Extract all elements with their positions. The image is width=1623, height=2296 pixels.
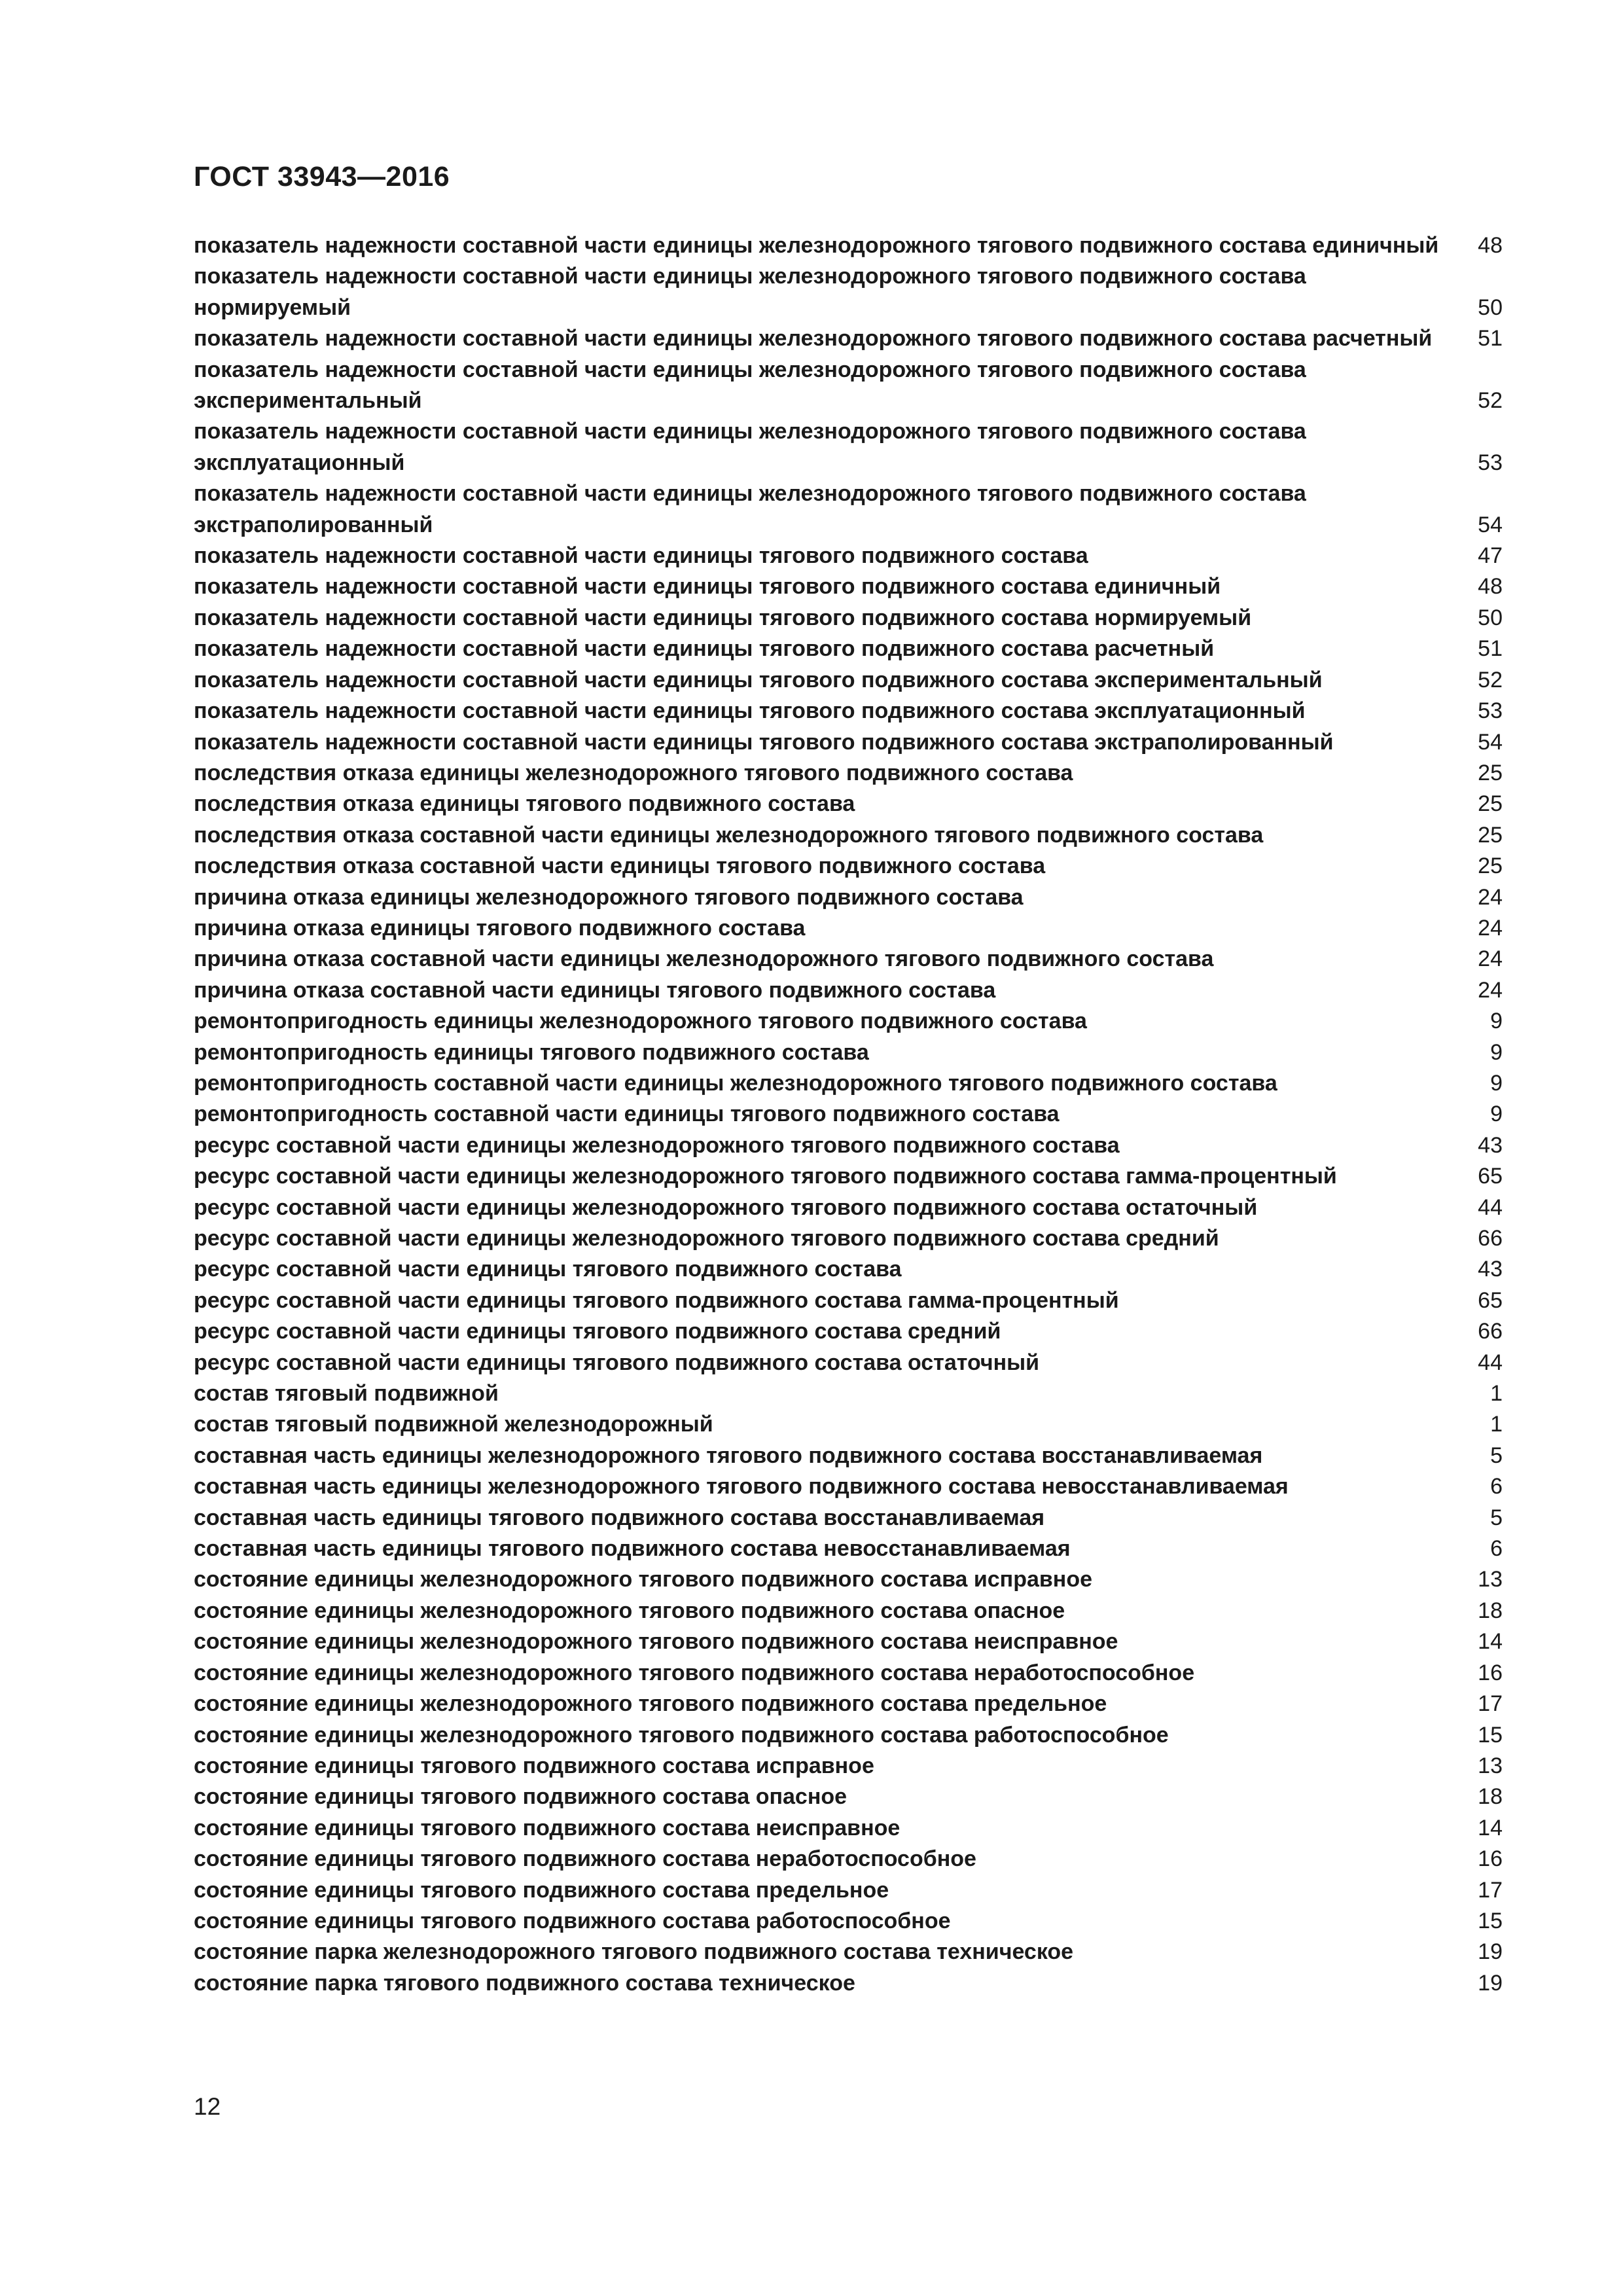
index-entry-term: состояние единицы железнодорожного тягового подвижного состава опасное [194, 1598, 1065, 1623]
index-entry [194, 1968, 1503, 1999]
index-entry-page: 50 [1478, 295, 1503, 320]
index-entry [194, 727, 1503, 758]
index-entry-page: 5 [1490, 1443, 1503, 1468]
index-entry-term: ресурс составной части единицы тягового подвижного состава [194, 1257, 902, 1282]
index-entry [194, 696, 1503, 726]
index-entry-term: причина отказа единицы железнодорожного тягового подвижного состава [194, 884, 1024, 910]
index-entry [194, 1782, 1503, 1812]
index-entry [194, 603, 1503, 634]
index-entry-term: ресурс составной части единицы тягового подвижного состава остаточный [194, 1350, 1040, 1375]
index-entry-term: показатель надежности составной части единицы тягового подвижного состава экстраполированный [194, 729, 1334, 755]
index-entry-term: состояние единицы железнодорожного тягового подвижного состава предельное [194, 1691, 1107, 1717]
index-entry [194, 1348, 1503, 1378]
index-entry-page: 19 [1478, 1939, 1503, 1965]
index-entry [194, 1844, 1503, 1874]
index-entry-term: состояние единицы тягового подвижного состава исправное [194, 1753, 874, 1778]
index-entry-page: 24 [1478, 884, 1503, 910]
index-entry [194, 478, 1503, 541]
index-entry-term: последствия отказа единицы тягового подвижного состава [194, 791, 855, 817]
index-entry-term: последствия отказа составной части единицы железнодорожного тягового подвижного состава [194, 822, 1264, 848]
index-entry [194, 1751, 1503, 1782]
index-entry-page: 65 [1478, 1287, 1503, 1313]
index-entry-term: ресурс составной части единицы железнодорожного тягового подвижного состава [194, 1132, 1120, 1158]
index-entry [194, 1161, 1503, 1192]
index-entry-term: составная часть единицы железнодорожного тягового подвижного состава восстанавливаемая [194, 1443, 1263, 1468]
index-entry [194, 789, 1503, 819]
index-entry [194, 1378, 1503, 1409]
index-entry [194, 230, 1503, 261]
index-entry [194, 1813, 1503, 1844]
index-entry-page: 14 [1478, 1815, 1503, 1840]
index-entry-term: состояние единицы тягового подвижного состава работоспособное [194, 1908, 951, 1933]
index-entry-page: 66 [1478, 1226, 1503, 1251]
index-entry-term: состав тяговый подвижной [194, 1381, 499, 1407]
index-entry [194, 1596, 1503, 1626]
index-entry-page: 44 [1478, 1194, 1503, 1220]
index-entry-page: 43 [1478, 1257, 1503, 1282]
index-entry-page: 54 [1478, 729, 1503, 755]
index-entry-term: ремонтопригодность составной части единицы железнодорожного тягового подвижного состава [194, 1070, 1277, 1096]
index-entry-term: показатель надежности составной части единицы железнодорожного тягового подвижного состава расчетный [194, 326, 1433, 351]
index-entry [194, 975, 1503, 1006]
index-entry-page: 53 [1478, 698, 1503, 724]
index-entry-term: состояние единицы железнодорожного тягового подвижного состава неработоспособное [194, 1660, 1195, 1685]
index-entry-term: ресурс составной части единицы железнодорожного тягового подвижного состава средний [194, 1226, 1219, 1251]
index-entry-term: состояние парка железнодорожного тягового подвижного состава техническое [194, 1939, 1074, 1965]
index-entry-term: составная часть единицы тягового подвижного состава невосстанавливаемая [194, 1536, 1071, 1562]
index-entry [194, 944, 1503, 975]
index-entry-page: 18 [1478, 1784, 1503, 1810]
index-entry-page: 5 [1490, 1505, 1503, 1530]
index-entry-page: 9 [1490, 1009, 1503, 1034]
index-entry-page: 43 [1478, 1132, 1503, 1158]
index-entry-term: показатель надежности составной части единицы железнодорожного тягового подвижного состава единичный [194, 233, 1439, 258]
index-entry [194, 820, 1503, 851]
index-entry [194, 1130, 1503, 1161]
index-entry-page: 51 [1478, 326, 1503, 351]
index-entry-term: последствия отказа составной части единицы тягового подвижного состава [194, 853, 1046, 879]
index-entry-term: состояние единицы железнодорожного тягового подвижного состава неисправное [194, 1629, 1118, 1655]
index-entry-term: показатель надежности составной части единицы тягового подвижного состава экспериментальный [194, 667, 1323, 692]
page-number: 12 [194, 2093, 221, 2120]
index-entry [194, 1658, 1503, 1689]
index-entry-page: 50 [1478, 605, 1503, 630]
index-entry [194, 913, 1503, 944]
index-entry-page: 14 [1478, 1629, 1503, 1655]
index-entry-page: 17 [1478, 1691, 1503, 1717]
index-entry-term: ресурс составной части единицы железнодорожного тягового подвижного состава гамма-процентный [194, 1164, 1337, 1189]
index-entry-page: 47 [1478, 543, 1503, 569]
index-entry-page: 51 [1478, 636, 1503, 662]
index-entry-page: 53 [1478, 450, 1503, 475]
index-entry-term: состояние единицы тягового подвижного состава предельное [194, 1877, 889, 1903]
index-entry [194, 1689, 1503, 1719]
index-entry [194, 1906, 1503, 1937]
index-entry [194, 1471, 1503, 1502]
index-entry-page: 13 [1478, 1753, 1503, 1778]
index-entry-page: 16 [1478, 1846, 1503, 1872]
alphabetical-index [194, 230, 1503, 1999]
index-entry [194, 416, 1503, 478]
index-entry-page: 25 [1478, 760, 1503, 785]
index-entry [194, 1037, 1503, 1068]
index-entry [194, 355, 1503, 417]
index-entry-page: 19 [1478, 1970, 1503, 1996]
index-entry-term: составная часть единицы железнодорожного тягового подвижного состава невосстанавливаемая [194, 1474, 1289, 1499]
index-entry [194, 1223, 1503, 1254]
index-entry-term: последствия отказа единицы железнодорожного тягового подвижного состава [194, 760, 1073, 785]
index-entry [194, 1875, 1503, 1906]
index-entry-term: составная часть единицы тягового подвижного состава восстанавливаемая [194, 1505, 1045, 1530]
index-entry [194, 1316, 1503, 1347]
index-entry [194, 261, 1503, 323]
index-entry-term: показатель надежности составной части единицы тягового подвижного состава нормируемый [194, 605, 1252, 630]
index-entry-term: состояние парка тягового подвижного состава техническое [194, 1970, 855, 1996]
index-entry-term: показатель надежности составной части единицы железнодорожного тягового подвижного состава экстраполированный [194, 481, 1306, 537]
index-entry [194, 1254, 1503, 1285]
index-entry [194, 1285, 1503, 1316]
index-entry-page: 24 [1478, 915, 1503, 941]
document-header: ГОСТ 33943—2016 [194, 161, 450, 192]
index-entry-page: 48 [1478, 233, 1503, 258]
index-entry-term: причина отказа составной части единицы тягового подвижного состава [194, 977, 996, 1003]
index-entry-page: 25 [1478, 853, 1503, 879]
index-entry-term: ресурс составной части единицы железнодорожного тягового подвижного состава остаточный [194, 1194, 1258, 1220]
index-entry-term: показатель надежности составной части единицы тягового подвижного состава [194, 543, 1088, 569]
index-entry-page: 48 [1478, 574, 1503, 600]
index-entry-page: 6 [1490, 1474, 1503, 1499]
index-entry-term: показатель надежности составной части единицы железнодорожного тягового подвижного состава эксплуатационный [194, 419, 1306, 475]
index-entry-term: показатель надежности составной части единицы железнодорожного тягового подвижного состава экспериментальный [194, 357, 1306, 414]
index-entry-page: 54 [1478, 512, 1503, 537]
index-entry-page: 15 [1478, 1908, 1503, 1933]
index-entry [194, 1193, 1503, 1223]
index-entry-term: состояние единицы тягового подвижного состава опасное [194, 1784, 847, 1810]
index-entry-term: ремонтопригодность составной части единицы тягового подвижного состава [194, 1102, 1060, 1127]
index-entry-page: 9 [1490, 1102, 1503, 1127]
index-entry-page: 9 [1490, 1070, 1503, 1096]
index-entry-term: состояние единицы тягового подвижного состава неработоспособное [194, 1846, 976, 1872]
index-entry-page: 15 [1478, 1722, 1503, 1748]
index-entry [194, 1626, 1503, 1657]
index-entry-page: 17 [1478, 1877, 1503, 1903]
index-entry-term: ремонтопригодность единицы железнодорожного тягового подвижного состава [194, 1009, 1087, 1034]
index-entry [194, 1937, 1503, 1967]
index-entry-page: 24 [1478, 977, 1503, 1003]
index-entry-page: 13 [1478, 1567, 1503, 1592]
index-entry-page: 1 [1490, 1412, 1503, 1437]
index-entry [194, 571, 1503, 602]
index-entry-term: состав тяговый подвижной железнодорожный [194, 1412, 713, 1437]
index-entry [194, 758, 1503, 789]
index-entry-term: показатель надежности составной части единицы тягового подвижного состава эксплуатационный [194, 698, 1306, 724]
index-entry-page: 65 [1478, 1164, 1503, 1189]
index-entry [194, 323, 1503, 354]
index-entry-page: 25 [1478, 822, 1503, 848]
index-entry-term: состояние единицы железнодорожного тягового подвижного состава работоспособное [194, 1722, 1169, 1748]
index-entry [194, 1564, 1503, 1595]
index-entry-term: показатель надежности составной части единицы железнодорожного тягового подвижного состава нормируемый [194, 264, 1306, 320]
index-entry [194, 1720, 1503, 1751]
index-entry [194, 634, 1503, 664]
index-entry-term: причина отказа составной части единицы железнодорожного тягового подвижного состава [194, 946, 1214, 972]
index-entry-page: 18 [1478, 1598, 1503, 1623]
index-entry-page: 6 [1490, 1536, 1503, 1562]
index-entry-term: состояние единицы железнодорожного тягового подвижного состава исправное [194, 1567, 1093, 1592]
index-entry-term: ремонтопригодность единицы тягового подвижного состава [194, 1039, 869, 1065]
index-entry-term: причина отказа единицы тягового подвижного состава [194, 915, 806, 941]
index-entry [194, 1099, 1503, 1130]
index-entry-page: 52 [1478, 667, 1503, 692]
index-entry [194, 1441, 1503, 1471]
index-entry [194, 1409, 1503, 1440]
index-entry-page: 24 [1478, 946, 1503, 972]
index-entry [194, 541, 1503, 571]
index-entry-term: ресурс составной части единицы тягового подвижного состава средний [194, 1319, 1001, 1344]
index-entry-page: 66 [1478, 1319, 1503, 1344]
index-entry [194, 1068, 1503, 1099]
index-entry [194, 851, 1503, 882]
index-entry [194, 882, 1503, 913]
index-entry-page: 52 [1478, 388, 1503, 414]
index-entry-page: 1 [1490, 1381, 1503, 1407]
index-entry [194, 1503, 1503, 1534]
index-entry-term: состояние единицы тягового подвижного состава неисправное [194, 1815, 901, 1840]
index-entry-term: показатель надежности составной части единицы тягового подвижного состава расчетный [194, 636, 1215, 662]
index-entry-page: 9 [1490, 1039, 1503, 1065]
index-entry-term: показатель надежности составной части единицы тягового подвижного состава единичный [194, 574, 1221, 600]
index-entry [194, 665, 1503, 696]
index-entry [194, 1006, 1503, 1037]
index-entry-term: ресурс составной части единицы тягового подвижного состава гамма-процентный [194, 1287, 1119, 1313]
index-entry-page: 25 [1478, 791, 1503, 817]
index-entry [194, 1534, 1503, 1564]
index-entry-page: 16 [1478, 1660, 1503, 1685]
index-entry-page: 44 [1478, 1350, 1503, 1375]
